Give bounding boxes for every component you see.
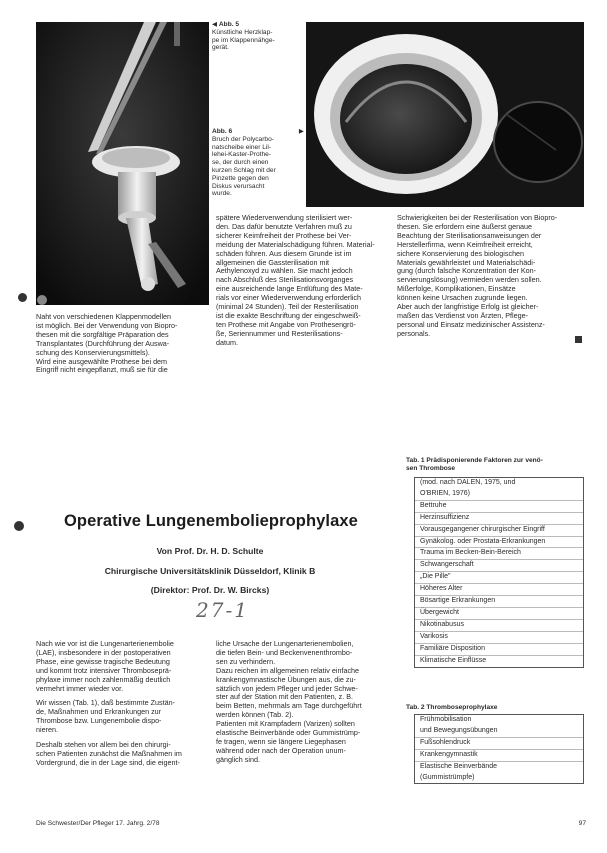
- text-line: Phase, eine gewisse tragische Bedeutung: [36, 656, 170, 666]
- text-line: Aber auch der langfristige Erfolg ist gleicher-: [397, 302, 539, 312]
- table-row: Bettruhe: [415, 500, 583, 512]
- text-line: meidung der Materialschädigung führen. Material-: [216, 239, 375, 249]
- text-line: ist die exakte Beschriftung der eingeschweiß-: [216, 310, 361, 320]
- text-line: Herstellerfirma, wenn Keimfreiheit erreicht,: [397, 239, 533, 249]
- caption-line: se, der durch einen: [212, 159, 269, 167]
- text-line: rials vor einer Wiederverwendung erforderlich: [216, 293, 362, 303]
- text-line: sicherer Keimfreiheit der Prothese bei Ver-: [216, 230, 352, 240]
- table-row: und Bewegungsübungen: [420, 726, 498, 734]
- text-line: thesen. Sie erfordern eine äußerst genaue: [397, 221, 533, 231]
- text-line: thesen mit die sorgfältige Präparation des: [36, 329, 169, 339]
- text-line: Thrombose bzw. Lungenembolie dispo-: [36, 716, 162, 726]
- text-line: elastische Beinverbände oder Gummistrümp-: [216, 728, 361, 738]
- end-of-article-square: [575, 336, 582, 343]
- text-line: nieren.: [36, 725, 58, 735]
- text-line: beim Betten, mehrmals am Tage durchgeführt: [216, 701, 362, 711]
- table-1: [414, 477, 584, 668]
- table-row: Übergewicht: [415, 607, 583, 619]
- text-line: können keine Ursachen zugrunde liegen.: [397, 293, 528, 303]
- article-marker-dot: [14, 521, 24, 531]
- text-line: de, Maßnahmen und Erkrankungen zur: [36, 707, 162, 717]
- top-article-column-2: [216, 214, 388, 348]
- figure-6-photo: [306, 22, 584, 207]
- left-pointer-icon: ◀: [212, 21, 219, 28]
- table-row: Gynäkolog. oder Prostata-Erkrankungen: [415, 536, 583, 548]
- text-line: datum.: [216, 337, 238, 347]
- text-line: fe tragen, wenn sie längere Liegephasen: [216, 736, 346, 746]
- text-line: schen Patienten zunächst die Maßnahmen im: [36, 748, 182, 758]
- figure-5-label: Abb. 5: [218, 21, 240, 28]
- article-column-2: [216, 640, 388, 765]
- caption-line: wurde.: [212, 190, 232, 198]
- text-line: nach Abschluß des Sterilisationsvorganges: [216, 275, 354, 285]
- table-row: Varikosis: [415, 631, 583, 643]
- table-row: Krankengymnastik: [415, 749, 583, 761]
- table-row: Höheres Alter: [415, 583, 583, 595]
- text-line: personals.: [397, 328, 431, 338]
- text-line: eine ausreichende lange Entlüftung des Mate-: [216, 284, 363, 294]
- text-line: sichere Konservierung des biologischen: [397, 248, 525, 258]
- text-line: vermehrt immer wieder vor.: [36, 683, 124, 693]
- article-column-1: [36, 640, 208, 768]
- text-line: Aethylenoxyd zu wählen. Sie macht jedoch: [216, 266, 353, 276]
- text-line: Deshalb stehen vor allem bei den chirurgi-: [36, 740, 171, 750]
- text-line: Beachtung der Sterilisationsanweisungen der: [397, 230, 542, 240]
- broken-valve-disc-illustration: [306, 22, 584, 207]
- caption-line: pe im Klappennähge-: [212, 36, 275, 44]
- figure-5-label-line: [212, 21, 298, 29]
- table-2: [414, 714, 584, 784]
- table-row: Frühmobilisation: [420, 716, 472, 723]
- text-line: Nach wie vor ist die Lungenarterienembolie: [36, 639, 174, 648]
- text-line: Wir wissen (Tab. 1), daß bestimmte Zustän-: [36, 698, 175, 708]
- table-row: Schwangerschaft: [415, 559, 583, 571]
- text-line: während oder nach der Operation unum-: [216, 745, 346, 755]
- text-line: allgemeinen die Gassterilisation mit: [216, 257, 330, 267]
- text-line: ist möglich. Bei der Verwendung von Biopro-: [36, 320, 178, 330]
- table-row: (mod. nach DALEN, 1975, und: [420, 479, 516, 486]
- caption-line: kurzen Schlag mit der: [212, 166, 276, 174]
- figure-6-label-line: [212, 128, 304, 136]
- text-line: Dazu reichen im allgemeinen relativ einfache: [216, 665, 360, 675]
- table-row: Klimatische Einflüsse: [415, 655, 583, 667]
- figure-6-label: Abb. 6: [212, 128, 233, 135]
- footer-page-number: 97: [578, 820, 586, 827]
- table-title-line: sen Thrombose: [406, 464, 456, 472]
- table-row: O'BRIEN, 1976): [420, 489, 470, 497]
- caption-line: natscheibe einer Lil-: [212, 143, 272, 151]
- text-line: spätere Wiederverwendung sterilisiert wer-: [216, 213, 353, 222]
- text-line: werden können (Tab. 2).: [216, 710, 294, 720]
- text-line: den. Das dafür benutzte Verfahren muß zu: [216, 221, 352, 231]
- text-line: Materials gewährleistet und Materialschädi-: [397, 257, 536, 267]
- table-title-line: Tab. 1 Prädisponierende Faktoren zur venö-: [406, 457, 543, 464]
- table-row: „Die Pille": [415, 571, 583, 583]
- footer-journal: Die Schwester/Der Pfleger 17. Jahrg. 2/78: [36, 820, 160, 827]
- table-row: Fußsohlendruck: [415, 737, 583, 749]
- text-line: liche Ursache der Lungenarterienembolien,: [216, 639, 354, 648]
- text-line: servierungslösung) vermieden werden sollen.: [397, 275, 542, 285]
- text-line: (minimal 24 Stunden). Teil der Resterilisation: [216, 302, 359, 312]
- caption-line: Pinzette gegen den: [212, 174, 269, 182]
- text-line: Eingriff nicht eingepflanzt, muß sie für die: [36, 365, 168, 375]
- text-line: maßen das Verdienst von Ärzten, Pflege-: [397, 310, 529, 320]
- article-title: Operative Lungenembolieprophylaxe: [64, 512, 358, 530]
- table-row: (Gummistrümpfe): [420, 773, 475, 781]
- text-line: phylaxe immer noch zahlenmäßig deutlich: [36, 674, 171, 684]
- text-line: krankengymnastische Übungen aus, die zu-: [216, 674, 356, 684]
- caption-line: Künstliche Herzklap-: [212, 28, 273, 36]
- table-row: Nikotinabusus: [415, 619, 583, 631]
- top-article-column-1: [36, 313, 209, 375]
- text-line: Schwierigkeiten bei der Resterilisation von Biopro-: [397, 213, 558, 222]
- text-line: ße, Seriennummer und Resterilisations-: [216, 328, 343, 338]
- article-author: Von Prof. Dr. H. D. Schulte: [156, 546, 264, 556]
- text-line: gung (durch falsche Konzentration der Kon-: [397, 266, 537, 276]
- figure-6-caption: [212, 128, 304, 198]
- text-line: Naht von verschiedenen Klappenmodellen: [36, 312, 172, 321]
- text-line: sen zu verhindern.: [216, 656, 276, 666]
- text-line: sätzlich von jedem Pfleger und jeder Schwe-: [216, 683, 358, 693]
- caption-line: lehei-Kaster-Prothe-: [212, 151, 272, 159]
- caption-line: Bruch der Polycarbo-: [212, 135, 274, 143]
- text-line: (LAE), insbesondere in der postoperativen: [36, 647, 171, 657]
- table-row: Elastische Beinverbände: [415, 761, 583, 773]
- figure-5-caption: [212, 21, 298, 52]
- text-line: und kommt trotz intensiver Thromboseprä-: [36, 665, 172, 675]
- text-line: Vordergrund, die in der Lage sind, die eigent-: [36, 757, 180, 767]
- text-line: ten Prothese mit Angabe von Prothesengrö-: [216, 319, 356, 329]
- table-row: Familiäre Disposition: [415, 643, 583, 655]
- table-row: Trauma im Becken-Bein-Bereich: [415, 547, 583, 559]
- text-line: Patienten mit Krampfadern (Varizen) sollten: [216, 719, 355, 729]
- table-2-title: [406, 704, 586, 712]
- text-line: personal und Einsatz medizinischer Assistenz-: [397, 319, 545, 329]
- table-row: Bösartige Erkrankungen: [415, 595, 583, 607]
- text-line: schung des Konservierungsmittels).: [36, 347, 150, 357]
- heart-valve-sewing-device-illustration: [36, 22, 209, 305]
- handwritten-mark: 27-1: [196, 598, 249, 622]
- article-institution: Chirurgische Universitätsklinik Düsseldorf, Klinik B: [104, 566, 316, 576]
- table-row: Vorausgegangener chirurgischer Eingriff: [415, 524, 583, 536]
- text-line: Mißerfolge, Komplikationen, Einsätze: [397, 284, 516, 294]
- text-line: ster auf der Station mit den Patienten, z. B.: [216, 692, 354, 702]
- figure-5-photo: [36, 22, 209, 305]
- text-line: gänglich sind.: [216, 754, 260, 764]
- text-line: schäden führen. Aus diesem Grunde ist im: [216, 248, 352, 258]
- table-1-title: [406, 457, 586, 473]
- caption-line: gerät.: [212, 44, 229, 52]
- table-row: Herzinsuffizienz: [415, 512, 583, 524]
- top-article-column-3: [397, 214, 575, 339]
- right-pointer-icon: ▶: [298, 128, 304, 135]
- section-marker-dot: [18, 293, 27, 302]
- table-title-line: Tab. 2 Thromboseprophylaxe: [406, 704, 498, 711]
- article-director: (Direktor: Prof. Dr. W. Bircks): [150, 585, 270, 595]
- caption-line: Diskus verursacht: [212, 182, 265, 190]
- text-line: die tiefen Bein- und Beckenvenenthrombo-: [216, 647, 353, 657]
- text-line: Transplantates (Durchführung der Auswa-: [36, 338, 170, 348]
- text-line: Wird eine ausgewählte Prothese bei dem: [36, 356, 168, 366]
